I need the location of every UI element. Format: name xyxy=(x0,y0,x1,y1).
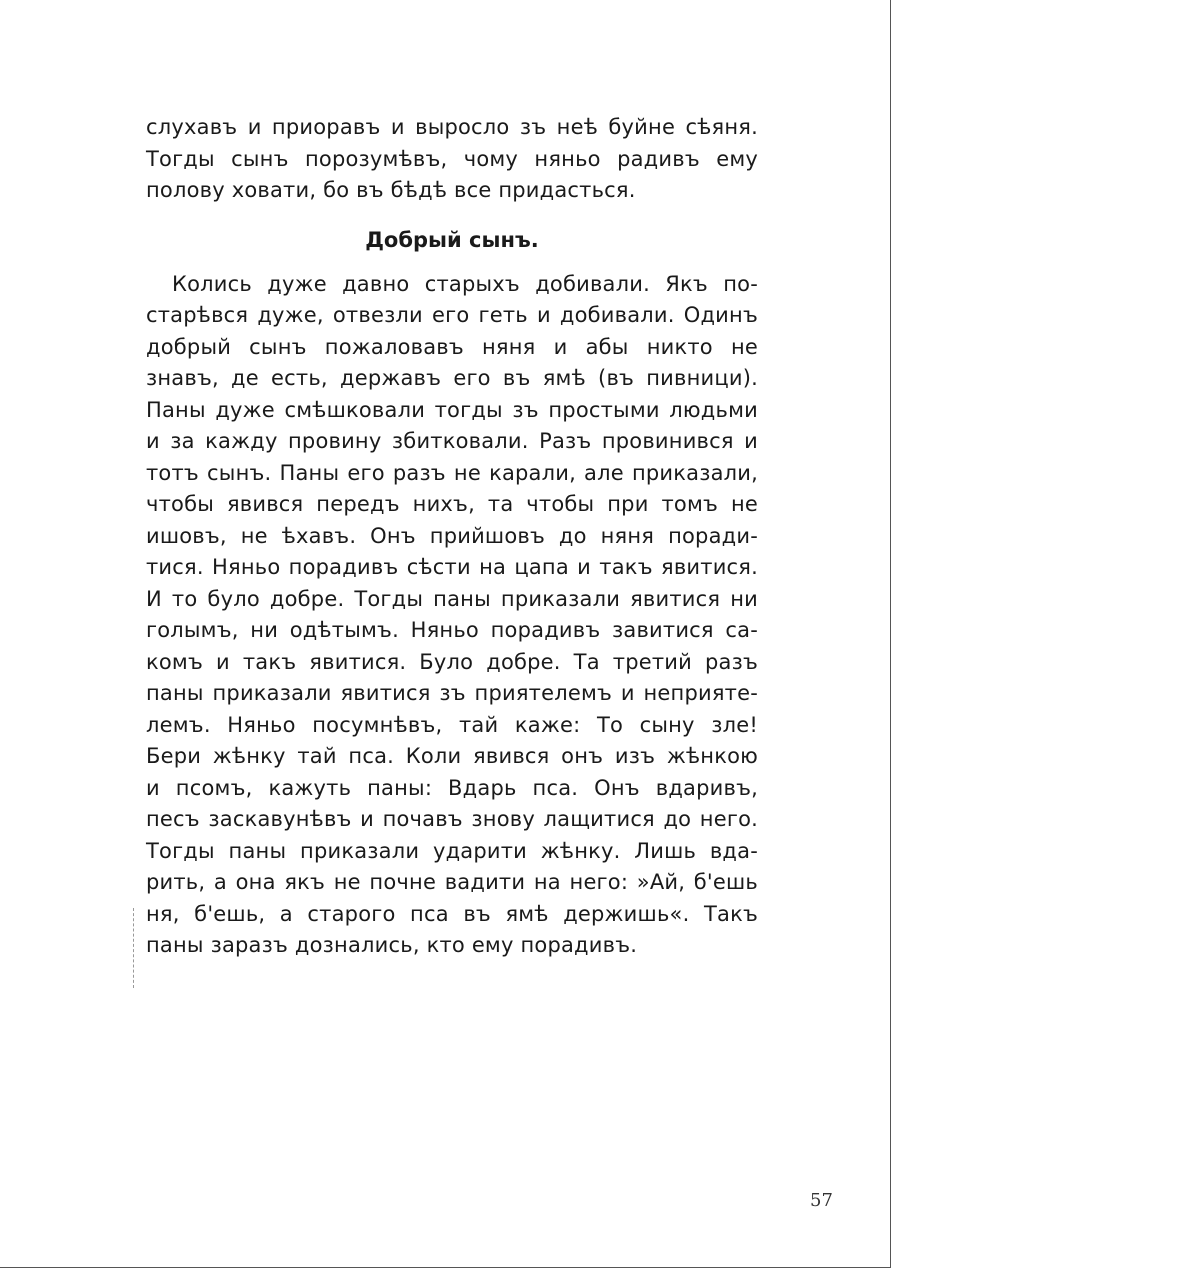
text-line: добрый сынъ пожаловавъ няня и абы никто не xyxy=(146,334,758,359)
text-line: и за кажду провину збитковали. Разъ провинився и xyxy=(146,429,758,453)
text-line: И то було добре. Тогды паны приказали явитися ни xyxy=(146,586,758,611)
text-line: голымъ, ни одѣтымъ. Няньо порадивъ завитися са- xyxy=(146,618,758,642)
text-line: полову ховати, бо въ бѣдѣ все придасться. xyxy=(146,178,636,202)
text-line: слухавъ и приоравъ и выросло зъ неѣ буйне сѣяня. xyxy=(146,115,758,139)
text-line: тотъ сынъ. Паны его разъ не карали, але приказали, xyxy=(146,460,758,485)
text-line: тися. Няньо порадивъ сѣсти на цапа и такъ явитися. xyxy=(146,555,758,579)
text-line: рить, а она якъ не почне вадити на него: »Ай, б'ешь xyxy=(146,870,758,894)
text-line: паны заразъ дознались, кто ему порадивъ. xyxy=(146,933,638,957)
text-line: песъ заскавунѣвъ и почавъ знову лащитися до него. xyxy=(146,807,758,831)
text-line: Тогды паны приказали ударити жѣнку. Лишь вда- xyxy=(146,838,758,863)
text-line: Бери жѣнку тай пса. Коли явився онъ изъ жѣнкою xyxy=(146,744,758,768)
text-line: паны приказали явитися зъ приятелемъ и неприяте- xyxy=(146,681,758,705)
text-line: ишовъ, не ѣхавъ. Онъ прийшовъ до няня поради- xyxy=(146,523,758,548)
section-heading: Добрый сынъ. xyxy=(365,227,539,252)
text-line: Паны дуже смѣшковали тогды зъ простыми людьми xyxy=(146,397,758,422)
page-number: 57 xyxy=(810,1190,833,1211)
text-line: старѣвся дуже, отвезли его геть и добивали. Одинъ xyxy=(146,303,758,327)
text-line: лемъ. Няньо посумнѣвъ, тай каже: То сыну зле! xyxy=(146,712,758,737)
text-line: Тогды сынъ порозумѣвъ, чому няньо радивъ ему xyxy=(146,146,758,171)
scan-margin-mark xyxy=(133,908,135,988)
text-line: Колись дуже давно старыхъ добивали. Якъ по- xyxy=(172,271,758,296)
text-block xyxy=(146,112,758,962)
text-line: знавъ, де есть, державъ его въ ямѣ (въ пивници). xyxy=(146,366,758,390)
text-line: ня, б'ешь, а старого пса въ ямѣ держишь«. Такъ xyxy=(146,901,758,926)
text-line: комъ и такъ явитися. Було добре. Та третий разъ xyxy=(146,649,758,674)
text-line: чтобы явився передъ нихъ, та чтобы при томъ не xyxy=(146,492,758,516)
text-line: и псомъ, кажуть паны: Вдарь пса. Онъ вдаривъ, xyxy=(146,775,758,800)
